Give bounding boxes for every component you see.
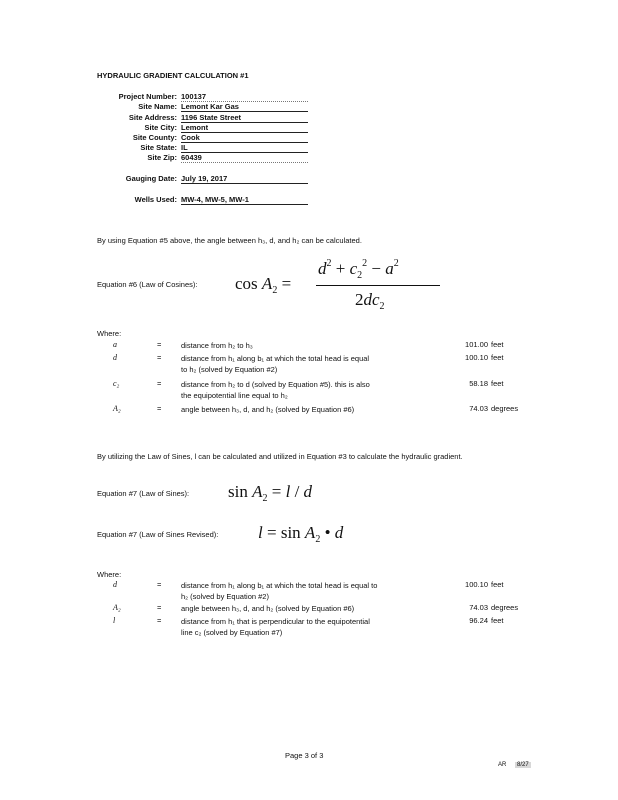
def-sym: a (113, 340, 117, 349)
def-desc: distance from h₁ along b₁ at which the total head is equal (181, 354, 370, 363)
def-desc-cont: h₂ (solved by Equation #2) (181, 592, 269, 601)
def-eq: = (157, 404, 162, 413)
def-desc: distance from h₁ that is perpendicular to the equipotential (181, 617, 370, 626)
label-site-state: Site State: (140, 143, 177, 152)
def-sym: d (113, 580, 117, 589)
value-site-state: IL (181, 143, 308, 153)
def-value: 74.03 (469, 404, 488, 413)
equation-7-revised-label: Equation #7 (Law of Sines Revised): (97, 530, 219, 539)
def-desc: distance from h₁ along b₁ at which the total head is equal to (181, 581, 378, 590)
value-site-city: Lemont (181, 123, 308, 133)
def-value: 100.10 (465, 353, 488, 362)
equation-6-label: Equation #6 (Law of Cosines): (97, 280, 198, 289)
def-desc-cont: to h₂ (solved by Equation #2) (181, 365, 278, 374)
page-number: Page 3 of 3 (285, 751, 324, 760)
def-eq: = (157, 603, 162, 612)
def-unit: feet (491, 379, 504, 388)
def-eq: = (157, 580, 162, 589)
value-gauging-date: July 19, 2017 (181, 174, 308, 184)
intro-paragraph-1: By using Equation #5 above, the angle between h₃, d, and h₂ can be calculated. (97, 236, 362, 245)
def-unit: feet (491, 616, 504, 625)
def-desc: distance from h₂ to d (solved by Equation #5). this is also (181, 380, 370, 389)
label-site-address: Site Address: (128, 113, 177, 122)
def-unit: degrees (491, 603, 519, 612)
def-sym: l (113, 616, 116, 625)
label-site-city: Site City: (144, 123, 177, 132)
equation-7-formula: $\sin A_2 = l / d$ (228, 482, 313, 504)
intro-paragraph-2: By utilizing the Law of Sines, l can be calculated and utilized in Equation #3 to calculate the hydraulic gradient. (97, 452, 463, 461)
def-unit: feet (491, 340, 504, 349)
value-site-zip: 60439 (181, 153, 308, 163)
def-value: 101.00 (465, 340, 488, 349)
equation-7-revised-formula: $l = \sin A_2$ • d (258, 523, 344, 545)
def-sym: c₂ (113, 379, 120, 388)
def-eq: = (157, 340, 162, 349)
date-stamp: 8/27 (517, 762, 529, 768)
def-value: 74.03 (469, 603, 488, 612)
def-value: 58.18 (469, 379, 488, 388)
label-gauging-date: Gauging Date: (125, 174, 177, 183)
value-site-county: Cook (181, 133, 308, 143)
def-desc: angle between h₃, d, and h₂ (solved by Equation #6) (181, 604, 355, 613)
label-site-county: Site County: (132, 133, 177, 142)
value-site-name: Lemont Kar Gas (181, 102, 308, 112)
def-value: 96.24 (469, 616, 488, 625)
def-desc-cont: the equipotential line equal to h₂ (181, 391, 288, 400)
where-label-1: Where: (97, 329, 122, 338)
initials: AR (498, 762, 507, 768)
value-project-number: 100137 (181, 92, 308, 102)
def-eq: = (157, 616, 162, 625)
label-site-name: Site Name: (138, 102, 177, 111)
def-eq: = (157, 353, 162, 362)
def-unit: degrees (491, 404, 519, 413)
where-label-2: Where: (97, 570, 122, 579)
equation-7-label: Equation #7 (Law of Sines): (97, 489, 190, 498)
def-desc: angle between h₃, d, and h₂ (solved by Equation #6) (181, 405, 355, 414)
def-desc: distance from h₂ to h₃ (181, 341, 253, 350)
def-desc-cont: line c₂ (solved by Equation #7) (181, 628, 283, 637)
value-site-address: 1196 State Street (181, 113, 308, 123)
label-site-zip: Site Zip: (147, 153, 177, 162)
page-title: HYDRAULIC GRADIENT CALCULATION #1 (97, 71, 249, 80)
def-unit: feet (491, 580, 504, 589)
label-wells-used: Wells Used: (134, 195, 177, 204)
def-unit: feet (491, 353, 504, 362)
def-sym: d (113, 353, 117, 362)
label-project-number: Project Number: (118, 92, 177, 101)
def-eq: = (157, 379, 162, 388)
def-value: 100.10 (465, 580, 488, 589)
value-wells-used: MW-4, MW-5, MW-1 (181, 195, 308, 205)
def-sym: A₂ (113, 404, 121, 413)
def-sym: A₂ (113, 603, 121, 612)
